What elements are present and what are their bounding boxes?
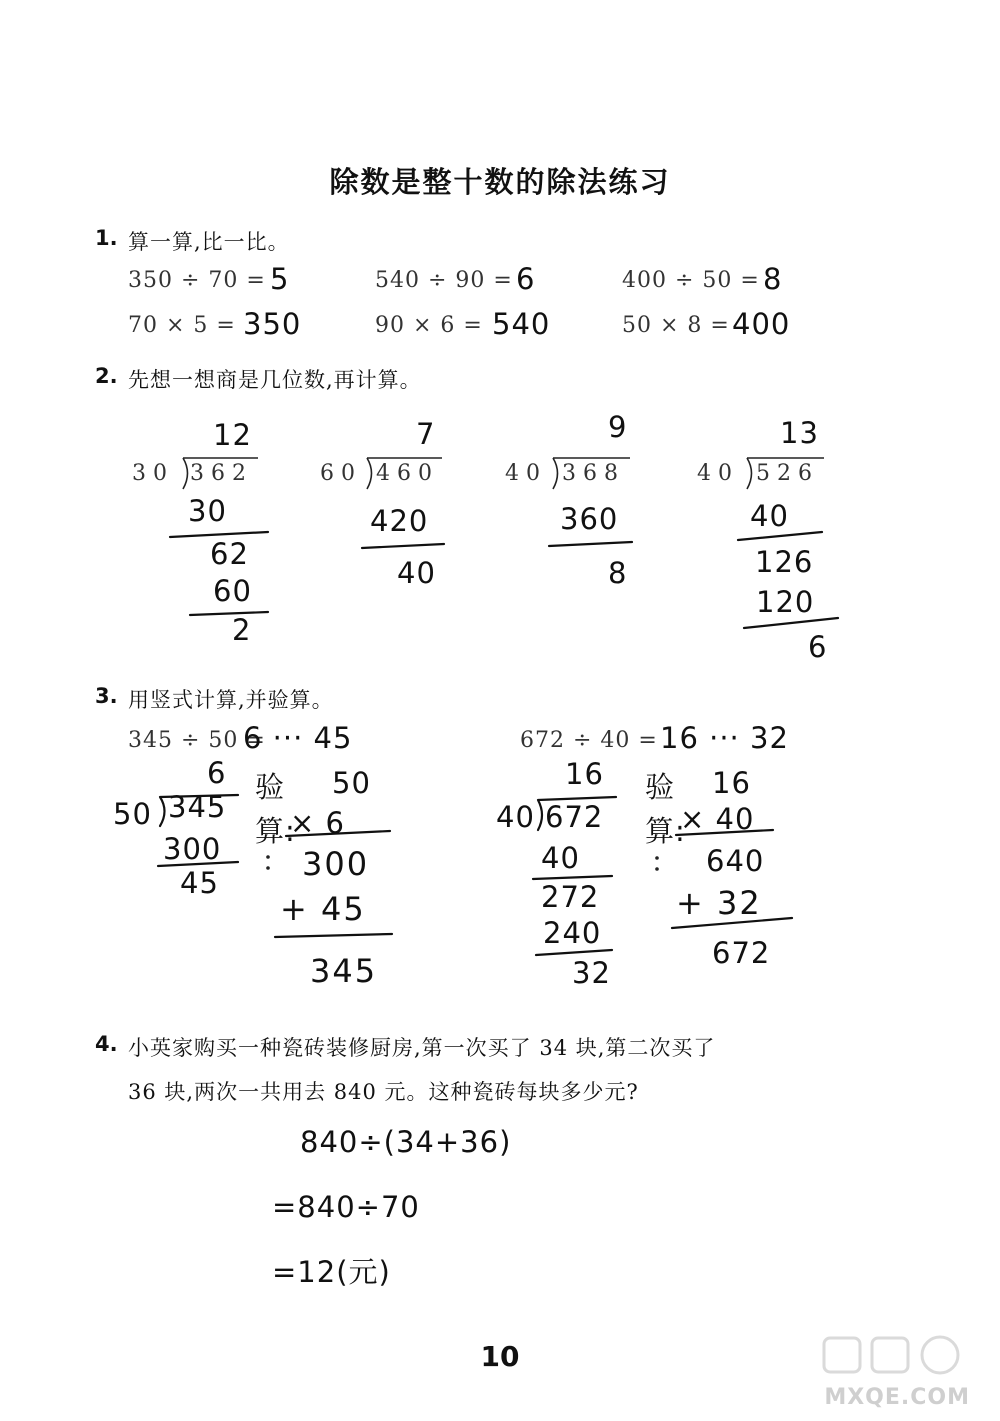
q1-expr-1: 350 ÷ 70 = <box>128 268 266 293</box>
q3-right-quotient: 16 <box>565 757 604 791</box>
q3-right-divisor: 40 <box>496 800 535 834</box>
q3-right-rule-1 <box>533 876 612 879</box>
q2-div2-dividend: 460 <box>376 461 439 486</box>
q2-div1-step-4: 2 <box>232 613 252 647</box>
q2-div2-divisor: 60 <box>320 461 362 486</box>
q2-div1-step-3: 60 <box>213 574 252 608</box>
q3-left-check-4: + 45 <box>280 890 366 928</box>
q2-div4-step-2: 126 <box>755 545 814 579</box>
q4-solution-1: 840÷(34+36) <box>300 1125 512 1159</box>
q2-div1-divisor: 30 <box>132 461 174 486</box>
q2-div3-step-2: 8 <box>608 556 628 590</box>
q3-right-expr: 672 ÷ 40 = <box>520 728 658 753</box>
watermark-text: MXQE.COM <box>824 1385 970 1410</box>
q3-left-check-2: × 6 <box>290 806 345 840</box>
q1-expr-2: 540 ÷ 90 = <box>375 268 513 293</box>
q2-div4-bracket <box>747 458 824 489</box>
q4-prompt-line-1: 小英家购买一种瓷砖装修厨房,第一次买了 34 块,第二次买了 <box>128 1036 716 1060</box>
watermark-logo <box>818 1330 968 1380</box>
q3-right-check-rule-2 <box>672 918 792 928</box>
q3-right-check-rule-1 <box>676 830 773 835</box>
q2-div3-bracket <box>553 458 630 489</box>
q3-left-bracket <box>160 795 238 826</box>
q3-right-check-3: 640 <box>706 844 765 878</box>
q3-left-step-2: 45 <box>180 866 219 900</box>
q4-solution-3: =12(元) <box>272 1255 391 1289</box>
q3-left-divisor: 50 <box>113 797 152 831</box>
q2-div2-bracket <box>367 458 442 489</box>
q2-div4-step-4: 6 <box>808 630 828 664</box>
q3-left-check-label: 验算: <box>255 770 296 848</box>
page-number: 10 <box>480 1340 520 1373</box>
q3-right-step-4: 32 <box>572 956 611 990</box>
q3-right-check-1: 16 <box>712 766 751 800</box>
q2-div2-quotient: 7 <box>416 417 436 451</box>
q1-expr-6: 50 × 8 = <box>622 313 730 338</box>
q1-expr-4: 70 × 5 = <box>128 313 236 338</box>
page-title: 除数是整十数的除法练习 <box>329 165 671 199</box>
q2-div3-rule <box>549 542 632 546</box>
q3-left-quotient: 6 <box>207 756 227 790</box>
q3-left-answer: 6 ··· 45 <box>243 721 353 755</box>
q2-div1-bracket <box>183 458 258 489</box>
q3-right-check-5: 672 <box>712 936 771 970</box>
q1-answer-5: 540 <box>492 307 551 341</box>
q2-div4-step-1: 40 <box>750 499 789 533</box>
q2-div3-step-1: 360 <box>560 502 619 536</box>
q3-left-check-1: 50 <box>332 766 371 800</box>
q2-prompt: 先想一想商是几位数,再计算。 <box>128 368 422 392</box>
q3-right-dividend: 672 <box>545 800 604 834</box>
q1-answer-4: 350 <box>243 307 302 341</box>
q3-left-dividend: 345 <box>168 790 227 824</box>
q3-left-check-3: 300 <box>302 845 370 883</box>
q1-expr-5: 90 × 6 = <box>375 313 483 338</box>
q3-right-check-2: × 40 <box>680 802 755 836</box>
q2-div3-dividend: 368 <box>562 461 625 486</box>
q3-right-answer: 16 ··· 32 <box>660 721 789 755</box>
q2-div2-step-2: 40 <box>397 556 436 590</box>
q2-div1-rule-1 <box>170 532 268 537</box>
q3-right-step-3: 240 <box>543 916 602 950</box>
q3-number: 3. <box>95 684 118 708</box>
q2-div3-quotient: 9 <box>608 410 628 444</box>
q2-div4-rule-2 <box>744 618 838 628</box>
q1-answer-3: 8 <box>763 262 783 296</box>
q3-prompt: 用竖式计算,并验算。 <box>128 688 334 712</box>
q1-number: 1. <box>95 226 118 250</box>
q3-left-check-rule-1 <box>286 831 390 836</box>
q2-div1-quotient: 12 <box>213 418 252 452</box>
q3-right-bracket <box>538 797 616 830</box>
q1-expr-3: 400 ÷ 50 = <box>622 268 760 293</box>
q1-answer-1: 5 <box>270 262 290 296</box>
q2-div1-rule-2 <box>190 612 268 615</box>
q2-div1-dividend: 362 <box>190 461 253 486</box>
q3-left-rule <box>158 862 238 866</box>
q2-div4-rule-1 <box>738 532 822 540</box>
q2-div2-step-1: 420 <box>370 504 429 538</box>
q4-prompt-line-2: 36 块,两次一共用去 840 元。这种瓷砖每块多少元? <box>128 1080 639 1104</box>
q2-div2-rule <box>362 544 444 548</box>
q1-prompt: 算一算,比一比。 <box>128 230 290 254</box>
q3-right-check-label: 验算: <box>645 770 686 848</box>
q2-div4-quotient: 13 <box>780 416 819 450</box>
q2-div4-dividend: 526 <box>756 461 819 486</box>
q3-left-expr: 345 ÷ 50 = <box>128 728 266 753</box>
q2-div4-step-3: 120 <box>756 585 815 619</box>
q2-number: 2. <box>95 364 118 388</box>
q2-div3-divisor: 40 <box>505 461 547 486</box>
q3-right-check-4: + 32 <box>676 884 762 922</box>
q4-solution-2: =840÷70 <box>272 1190 420 1224</box>
q1-answer-2: 6 <box>516 262 536 296</box>
q3-right-step-2: 272 <box>541 880 600 914</box>
q2-div1-step-2: 62 <box>210 537 249 571</box>
q3-right-step-1: 40 <box>541 841 580 875</box>
q1-answer-6: 400 <box>732 307 791 341</box>
q2-div1-step-1: 30 <box>188 494 227 528</box>
q3-left-check-5: 345 <box>310 952 378 990</box>
q3-left-step-1: 300 <box>163 832 222 866</box>
q4-number: 4. <box>95 1032 118 1056</box>
q3-left-check-rule-2 <box>275 934 392 937</box>
q3-right-rule-2 <box>536 950 612 955</box>
q2-div4-divisor: 40 <box>697 461 739 486</box>
